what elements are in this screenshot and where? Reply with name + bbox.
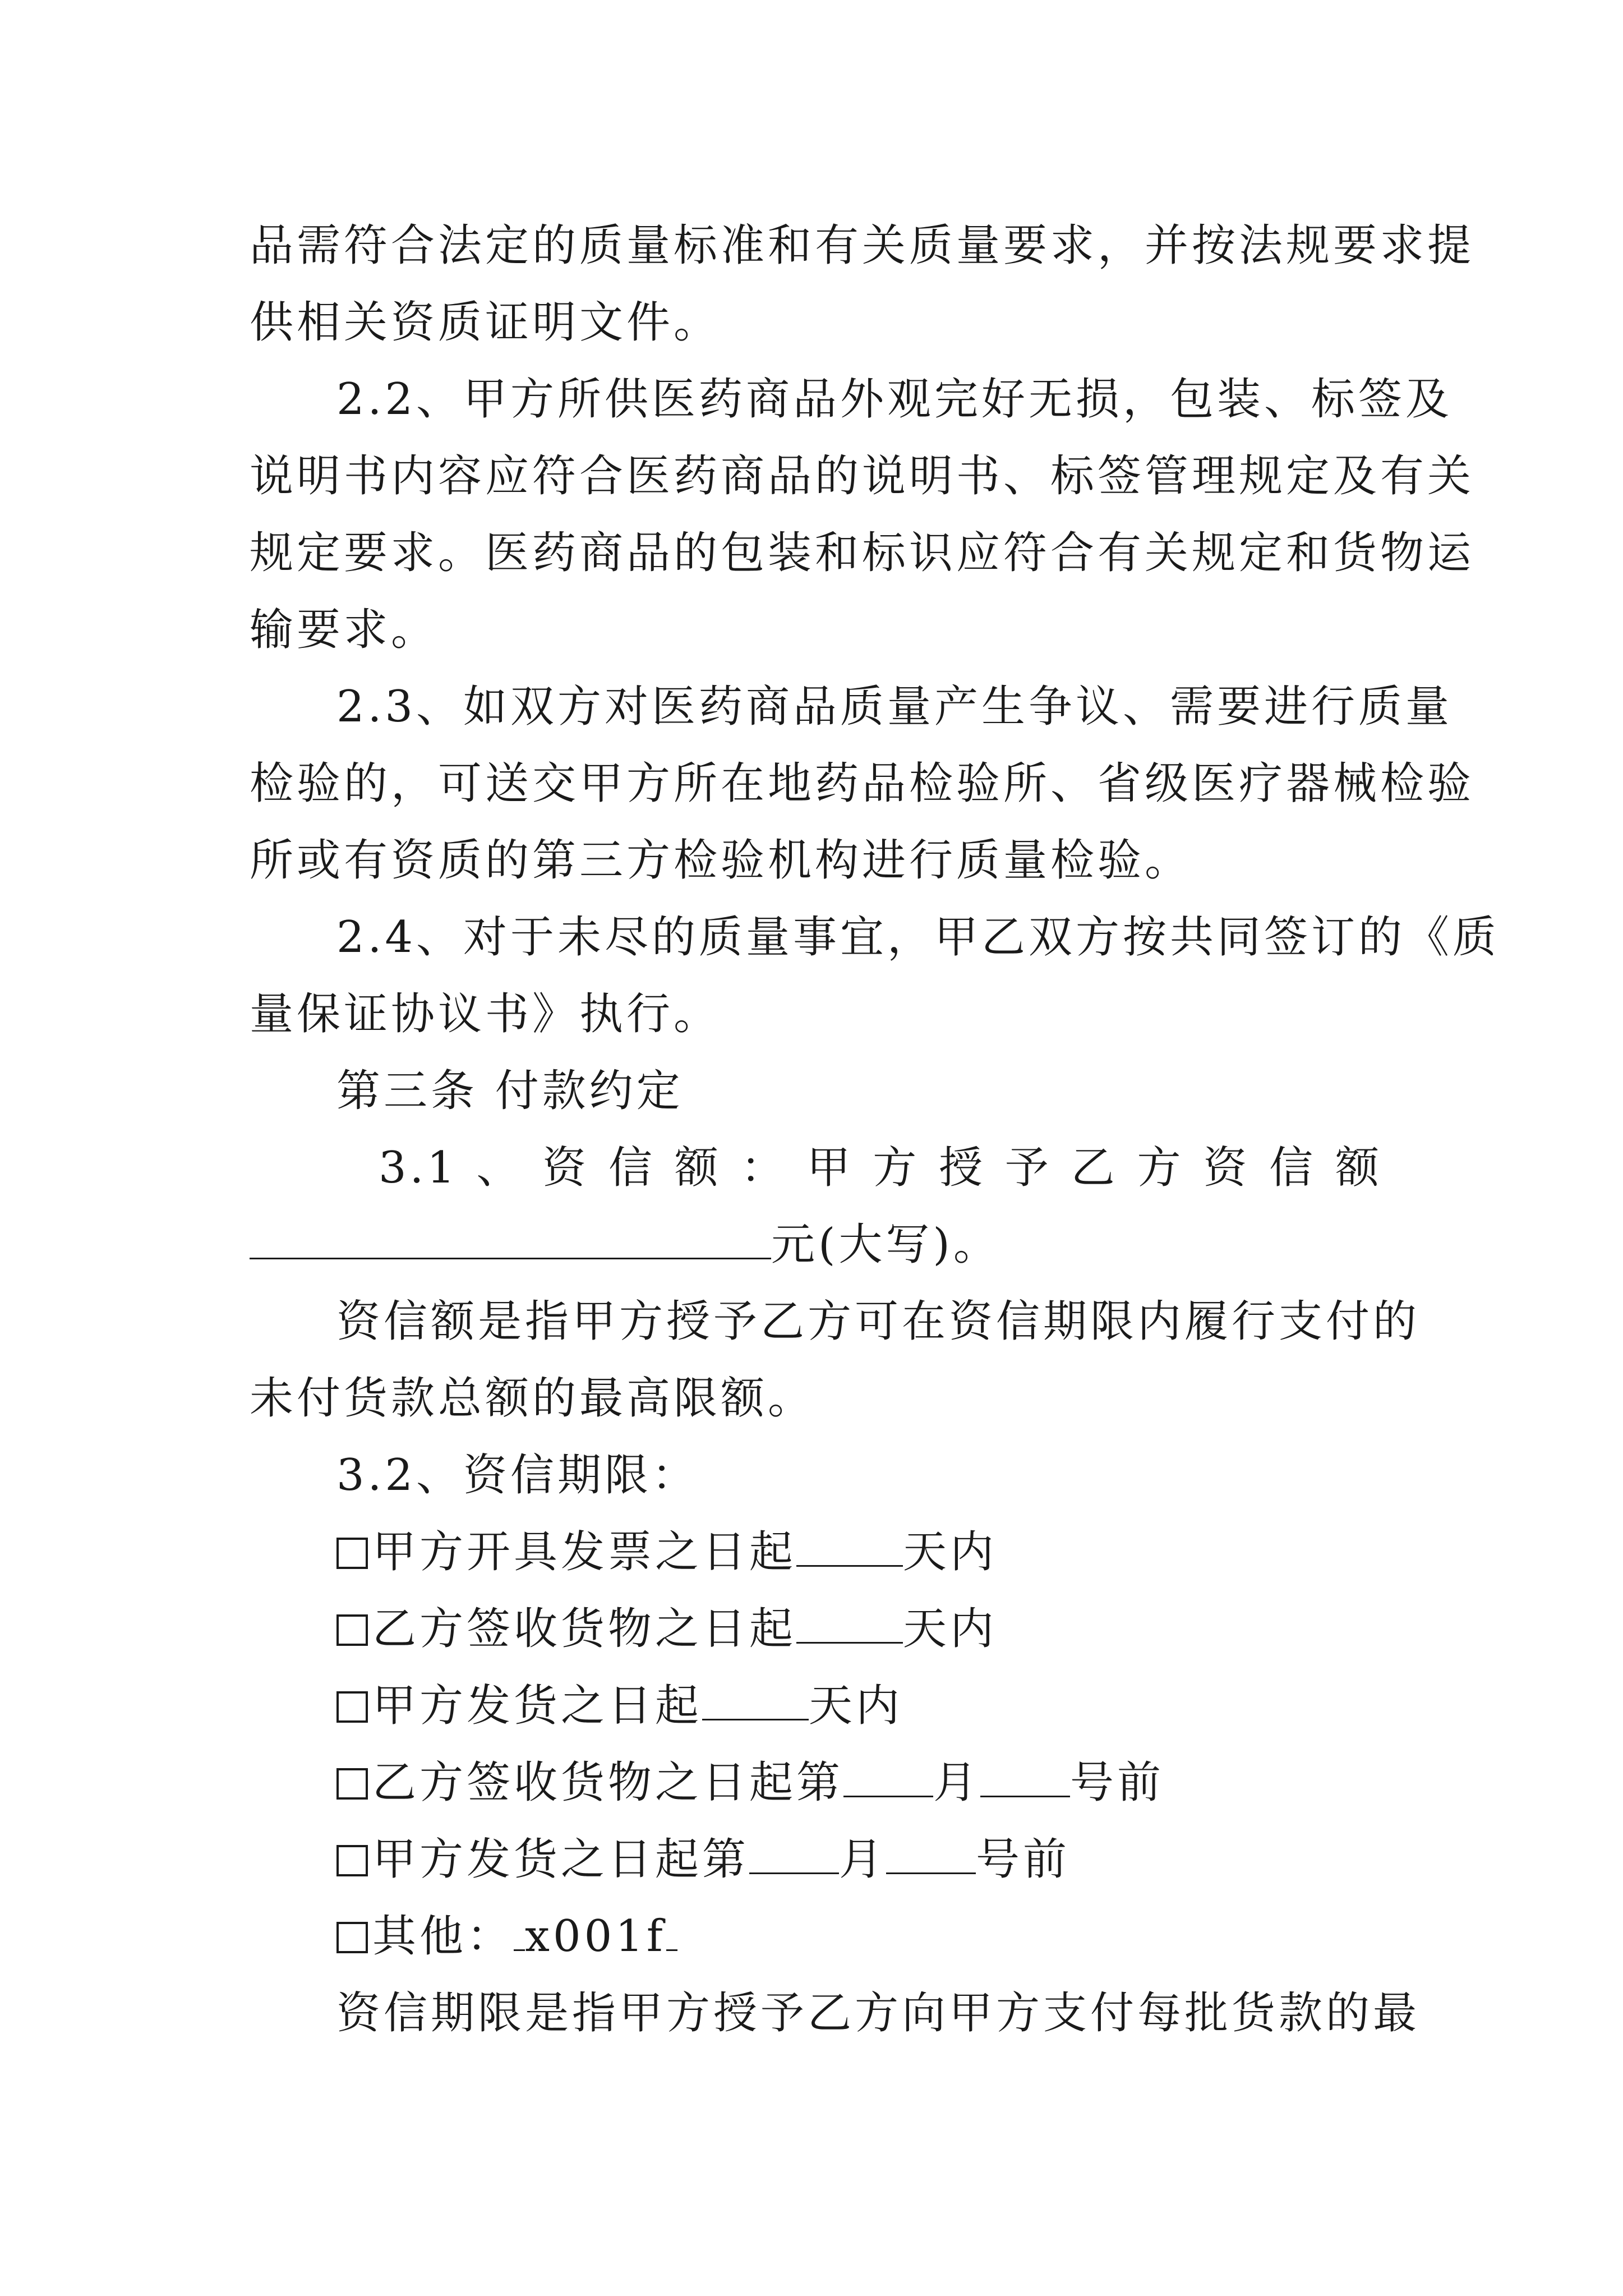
days-blank[interactable] xyxy=(796,1529,903,1567)
other-value: x001f xyxy=(525,1911,666,1962)
other-blank-end[interactable] xyxy=(666,1913,677,1951)
paragraph-line: 2.2、甲方所供医药商品外观完好无损，包装、标签及 xyxy=(336,374,1453,425)
checkbox[interactable] xyxy=(336,1691,368,1723)
month-blank[interactable] xyxy=(749,1837,839,1874)
credit-term-option xyxy=(250,1821,1382,1898)
checkbox[interactable] xyxy=(336,1768,368,1800)
day-blank[interactable] xyxy=(980,1760,1070,1797)
credit-term-option xyxy=(250,1898,1382,1975)
checkbox[interactable] xyxy=(336,1614,368,1646)
credit-term-option xyxy=(250,1591,1382,1668)
option-text: 天内 xyxy=(903,1604,998,1654)
option-text: 甲方发货之日起第 xyxy=(372,1834,750,1885)
days-blank[interactable] xyxy=(796,1606,903,1644)
other-blank-start[interactable] xyxy=(514,1913,525,1951)
credit-term-option xyxy=(250,1514,1382,1591)
paragraph-line: 输要求。 xyxy=(250,605,439,655)
option-text: 天内 xyxy=(903,1527,998,1577)
credit-amount-blank[interactable] xyxy=(250,1222,771,1259)
paragraph-line: 3.2、资信期限： xyxy=(336,1450,699,1501)
credit-amount-suffix: 元(大写)。 xyxy=(771,1220,1000,1270)
credit-amount-line xyxy=(250,1207,1382,1283)
days-blank[interactable] xyxy=(702,1683,809,1720)
option-text: 甲方开具发票之日起 xyxy=(372,1527,797,1577)
paragraph-line: 检验的，可送交甲方所在地药品检验所、省级医疗器械检验 xyxy=(250,758,1475,809)
paragraph-line: 说明书内容应符合医药商品的说明书、标签管理规定及有关 xyxy=(250,451,1475,501)
paragraph-line: 所或有资质的第三方检验机构进行质量检验。 xyxy=(250,835,1192,886)
month-blank[interactable] xyxy=(843,1760,933,1797)
paragraph-line: 未付货款总额的最高限额。 xyxy=(250,1373,815,1424)
option-text: 号前 xyxy=(1070,1757,1165,1808)
credit-term-option xyxy=(250,1745,1382,1821)
credit-term-option xyxy=(250,1668,1382,1745)
paragraph-line: 量保证协议书》执行。 xyxy=(250,989,721,1039)
option-text: 月 xyxy=(839,1834,887,1885)
day-blank[interactable] xyxy=(886,1837,976,1874)
option-text: 月 xyxy=(933,1757,981,1808)
paragraph-line: 资信期限是指甲方授予乙方向甲方支付每批货款的最 xyxy=(336,1988,1421,2039)
option-text: 号前 xyxy=(976,1834,1071,1885)
option-text: 乙方签收货物之日起 xyxy=(372,1604,797,1654)
paragraph-line: 资信额是指甲方授予乙方可在资信期限内履行支付的 xyxy=(336,1296,1421,1347)
paragraph-line: 3.1 、 资 信 额 ： 甲 方 授 予 乙 方 资 信 额 xyxy=(379,1143,1382,1193)
paragraph-line: 规定要求。医药商品的包装和标识应符合有关规定和货物运 xyxy=(250,528,1475,578)
section-heading: 第三条 付款约定 xyxy=(336,1066,684,1116)
paragraph-line: 2.4、对于未尽的质量事宜，甲乙双方按共同签订的《质 xyxy=(336,912,1500,963)
checkbox[interactable] xyxy=(336,1845,368,1876)
paragraph-line: 2.3、如双方对医药商品质量产生争议、需要进行质量 xyxy=(336,682,1453,732)
checkbox[interactable] xyxy=(336,1922,368,1953)
option-text: 天内 xyxy=(809,1681,903,1731)
option-text: 其他： xyxy=(372,1911,514,1962)
option-text: 乙方签收货物之日起第 xyxy=(372,1757,844,1808)
option-text: 甲方发货之日起 xyxy=(372,1681,703,1731)
paragraph-line: 品需符合法定的质量标准和有关质量要求，并按法规要求提 xyxy=(250,220,1475,271)
paragraph-line: 供相关资质证明文件。 xyxy=(250,297,721,348)
document-body xyxy=(250,208,1500,2052)
checkbox[interactable] xyxy=(336,1538,368,1569)
